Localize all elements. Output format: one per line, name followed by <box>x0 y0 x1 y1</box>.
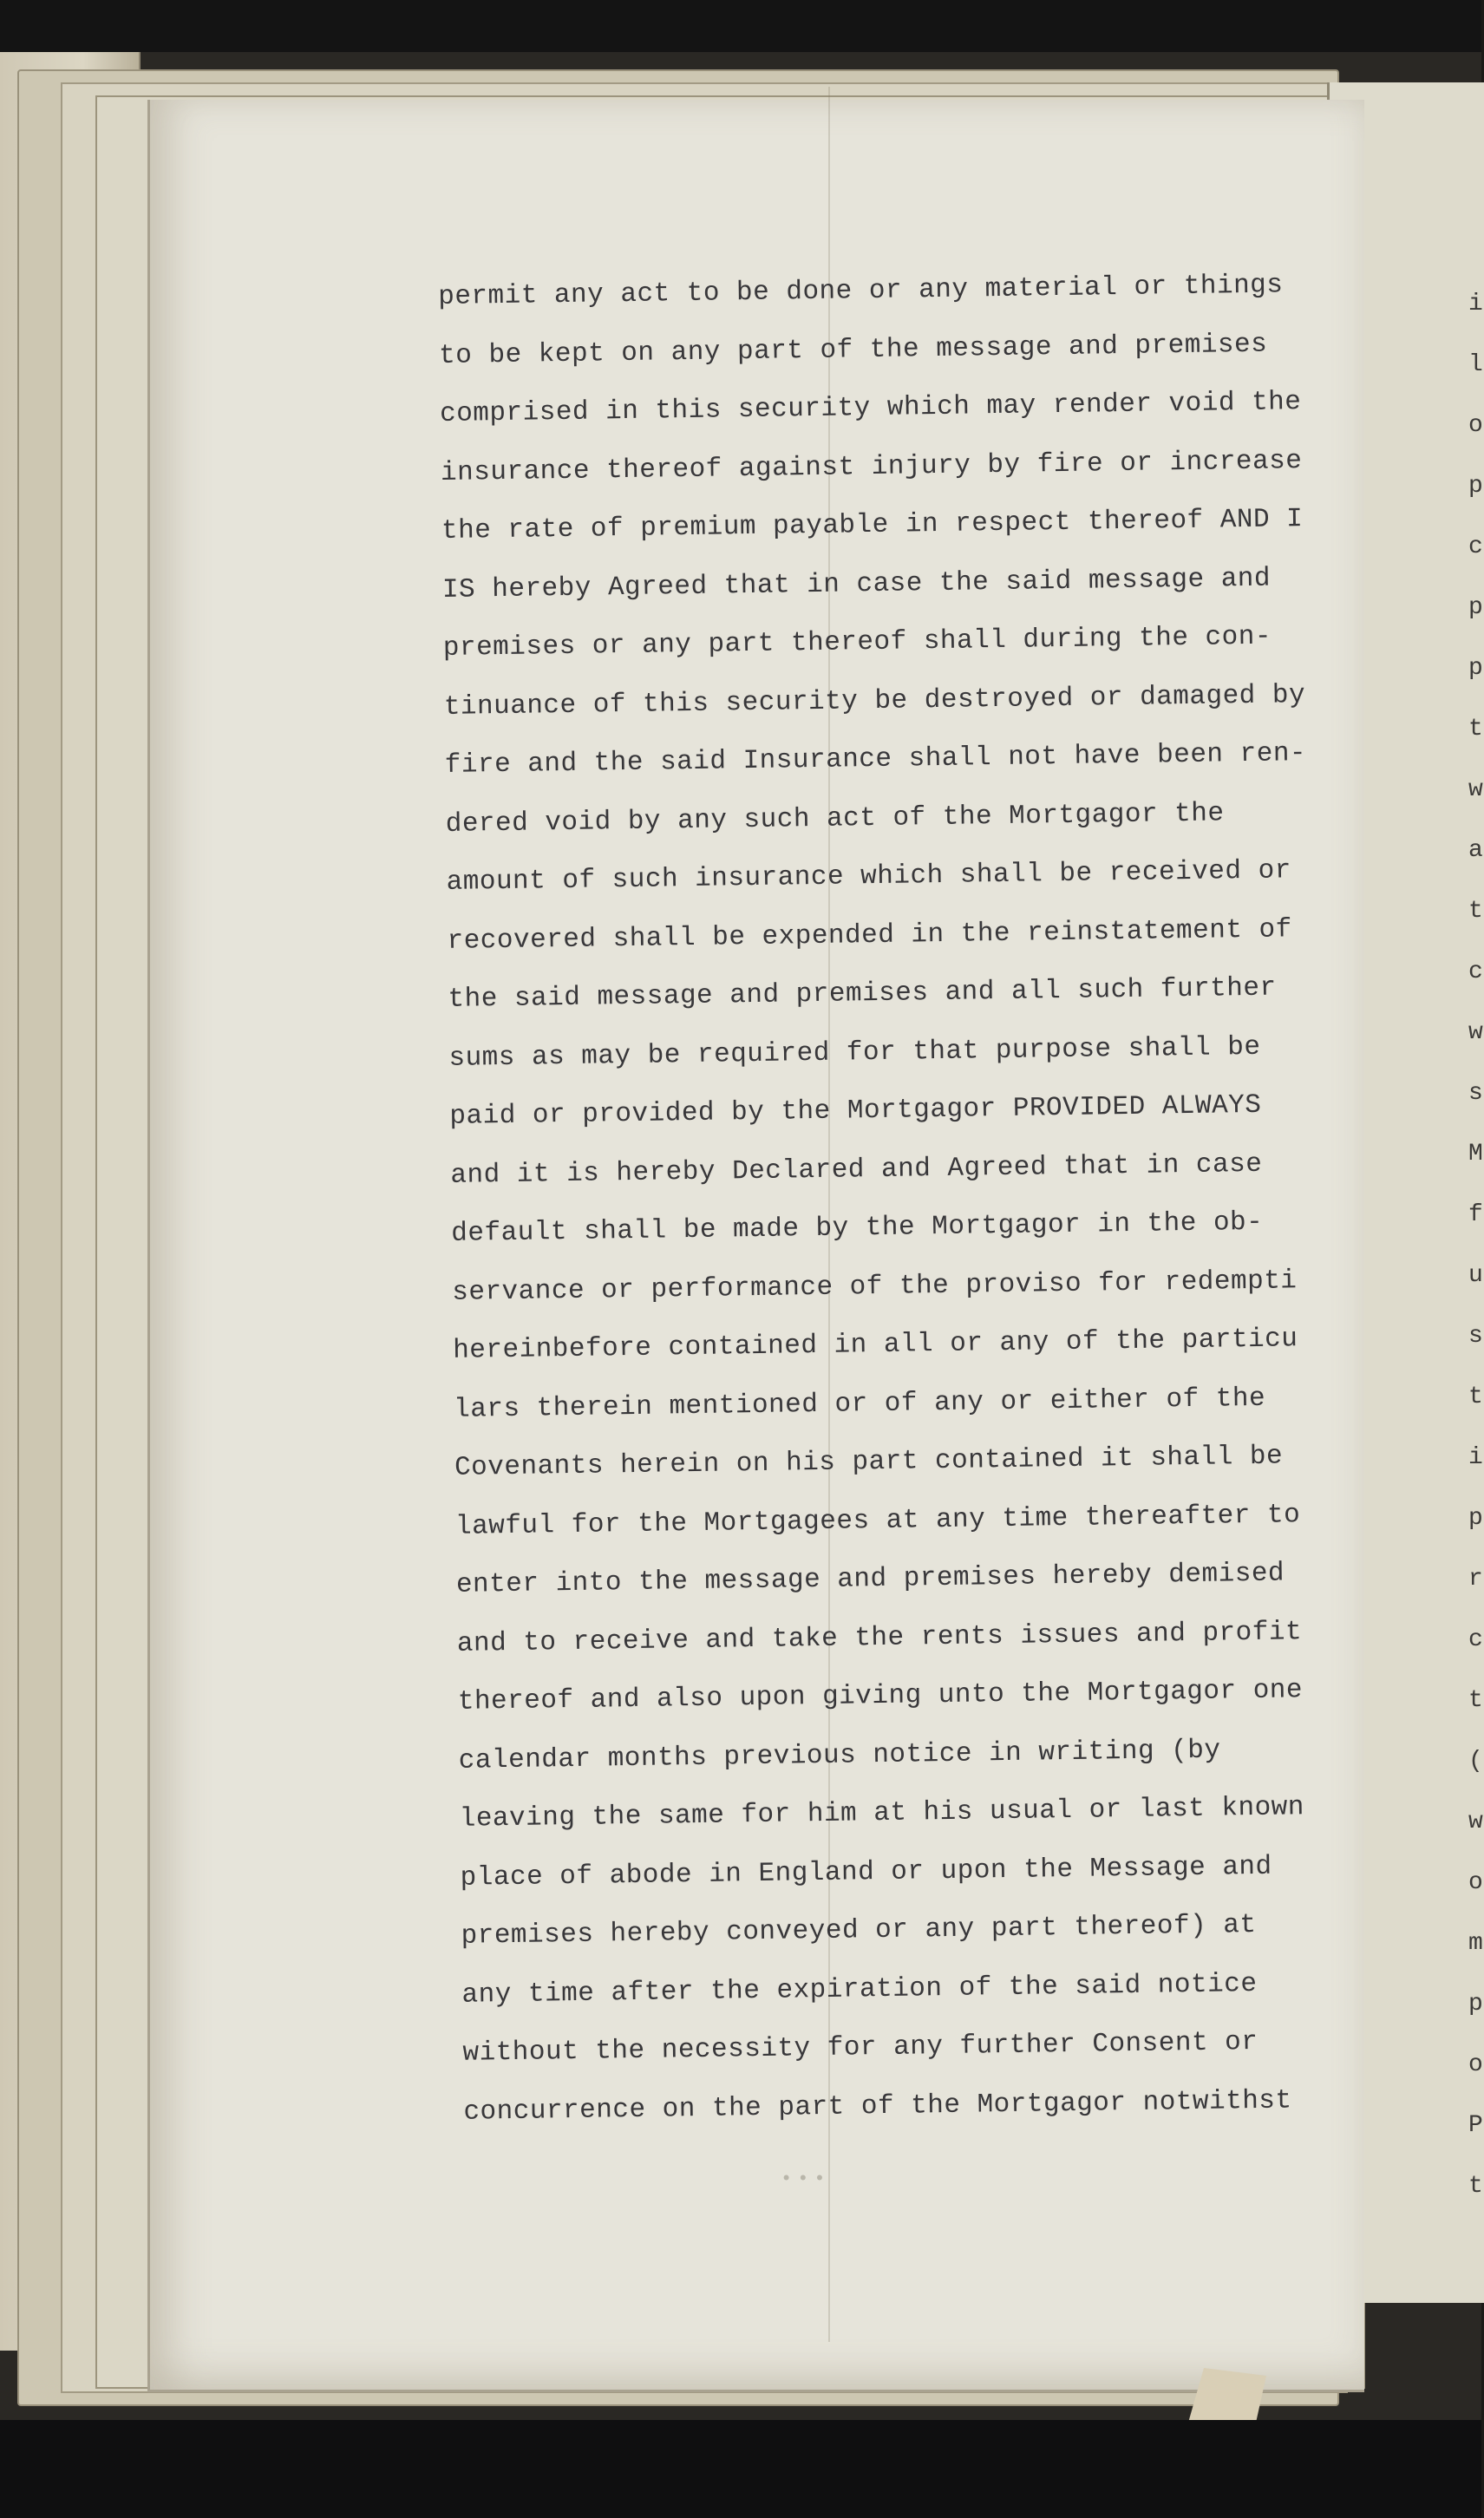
text-line: and to receive and take the rents issues and profit <box>456 1616 1303 1659</box>
text-line: Covenants herein on his part contained it shall be <box>454 1441 1284 1483</box>
facing-page-line: c <box>1468 958 1484 985</box>
facing-page-line: s <box>1468 1080 1484 1107</box>
facing-page-line: t <box>1468 1687 1484 1714</box>
text-line: premises hereby conveyed or any part thereof) at <box>461 1910 1257 1952</box>
facing-page-line: i <box>1468 1444 1484 1471</box>
facing-page-line: a <box>1468 837 1484 864</box>
text-line: thereof and also upon giving unto the Mortgagor one <box>457 1675 1304 1717</box>
facing-page-line: w <box>1468 776 1484 803</box>
facing-page-line: w <box>1468 1808 1484 1835</box>
text-line: sums as may be required for that purpose shall be <box>448 1031 1261 1074</box>
facing-page-line: M <box>1468 1141 1484 1167</box>
facing-page-line: c <box>1468 533 1484 560</box>
facing-page-line: P <box>1468 2112 1484 2139</box>
text-line: paid or provided by the Mortgagor PROVIDED ALWAYS <box>449 1089 1262 1132</box>
facing-page-line: p <box>1468 473 1484 500</box>
text-line: enter into the message and premises hereby demised <box>455 1558 1285 1600</box>
facing-page-line: f <box>1468 1201 1484 1228</box>
facing-page-line: p <box>1468 1505 1484 1532</box>
text-line: leaving the same for him at his usual or last known <box>459 1792 1305 1835</box>
smudge-mark: ••• <box>781 2168 831 2190</box>
facing-page-line: o <box>1468 2051 1484 2078</box>
text-line: default shall be made by the Mortgagor in the ob- <box>451 1207 1264 1249</box>
text-line: the said message and premises and all such further <box>448 972 1277 1015</box>
text-line: the rate of premium payable in respect thereof AND I <box>441 504 1304 546</box>
text-line: without the necessity for any further Consent or <box>462 2027 1258 2069</box>
text-line: and it is hereby Declared and Agreed that in case <box>450 1148 1263 1191</box>
text-line: IS hereby Agreed that in case the said message and <box>441 563 1272 605</box>
facing-page-line: l <box>1468 351 1484 378</box>
facing-page-line: p <box>1468 1991 1484 2018</box>
facing-page-line: i <box>1468 291 1484 317</box>
facing-page-line: o <box>1468 412 1484 439</box>
facing-page-line: w <box>1468 1019 1484 1046</box>
text-line: any time after the expiration of the said notice <box>461 1968 1258 2011</box>
text-line: place of abode in England or upon the Message and <box>460 1851 1272 1893</box>
facing-page-line: s <box>1468 1323 1484 1350</box>
text-line: amount of such insurance which shall be received or <box>446 855 1292 898</box>
facing-page-line: t <box>1468 1383 1484 1410</box>
text-line: permit any act to be done or any material or things <box>438 270 1284 312</box>
text-line: fire and the said Insurance shall not have been ren- <box>444 738 1307 781</box>
facing-page-line: t <box>1468 2173 1484 2200</box>
text-line: lawful for the Mortgagees at any time thereafter to <box>454 1499 1301 1542</box>
facing-page-line: ( <box>1468 1748 1484 1775</box>
facing-page-line: o <box>1468 1869 1484 1896</box>
text-line: concurrence on the part of the Mortgagor notwithst <box>463 2084 1292 2128</box>
facing-page-line: m <box>1468 1930 1484 1957</box>
text-line: lars therein mentioned or of any or either of the <box>453 1383 1266 1425</box>
facing-page-line: t <box>1468 716 1484 742</box>
text-line: insurance thereof against injury by fire or increase <box>440 445 1303 488</box>
text-line: comprised in this security which may render void the <box>439 387 1302 429</box>
facing-page-line: p <box>1468 594 1484 621</box>
facing-page-line: p <box>1468 655 1484 682</box>
text-line: calendar months previous notice in writing (by <box>458 1735 1221 1776</box>
scanner-background-bottom <box>0 2420 1481 2518</box>
facing-page-line: t <box>1468 898 1484 925</box>
facing-page-line: u <box>1468 1262 1484 1289</box>
text-line: premises or any part thereof shall during the con- <box>442 621 1272 664</box>
text-line: hereinbefore contained in all or any of the particu <box>452 1324 1298 1366</box>
text-line: tinuance of this security be destroyed or damaged by <box>443 679 1306 723</box>
text-line: to be kept on any part of the message and premises <box>438 329 1268 371</box>
text-line: dered void by any such act of the Mortgagor the <box>445 797 1225 840</box>
facing-page-line: c <box>1468 1626 1484 1653</box>
typed-body-text <box>438 269 1383 2155</box>
facing-page-line: r <box>1468 1566 1484 1593</box>
text-line: recovered shall be expended in the reinstatement of <box>447 913 1293 957</box>
text-line: servance or performance of the proviso for redempti <box>452 1265 1298 1308</box>
